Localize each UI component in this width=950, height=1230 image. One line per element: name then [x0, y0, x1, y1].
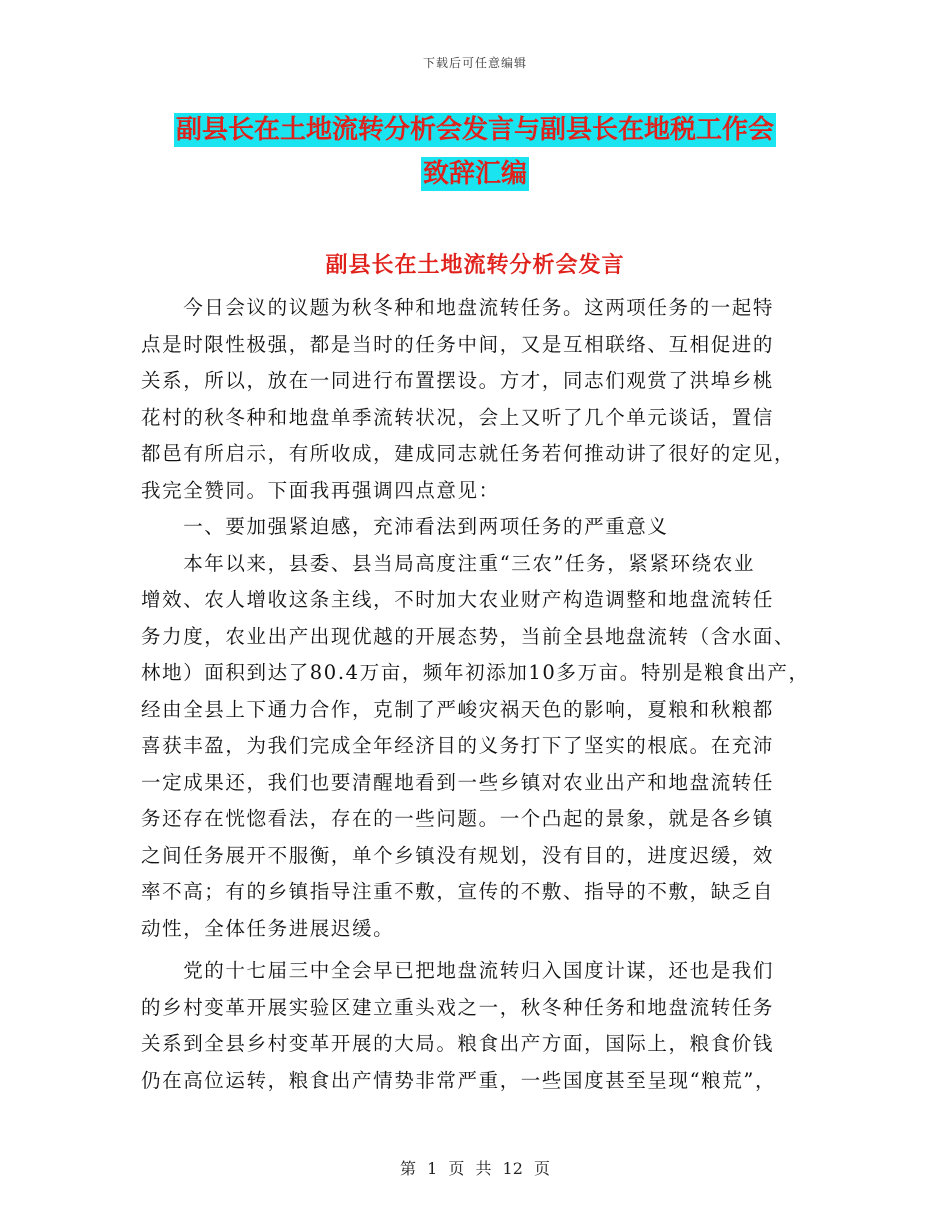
paragraph-line: 林地）面积到达了80.4万亩，频年初添加10多万亩。特别是粮食出产， — [141, 661, 810, 684]
section-title: 副县长在土地流转分析会发言 — [325, 252, 625, 278]
paragraph-line: 我完全赞同。下面我再强调四点意见： — [141, 478, 500, 502]
document-title — [150, 108, 800, 196]
paragraph-line: 动性，全体任务进展迟缓。 — [141, 916, 395, 940]
paragraph-line: 一定成果还，我们也要清醒地看到一些乡镇对农业出产和地盘流转任 — [141, 770, 775, 794]
paragraph-line: 花村的秋冬种和地盘单季流转状况，会上又听了几个单元谈话，置信 — [141, 405, 775, 429]
paragraph-line: 关系，所以，放在一同进行布置摆设。方才，同志们观赏了洪埠乡桃 — [141, 369, 775, 392]
paragraph-line: 喜获丰盈，为我们完成全年经济目的义务打下了坚实的根底。在充沛 — [141, 734, 775, 757]
paragraph-line: 务还存在恍惚看法，存在的一些问题。一个凸起的景象，就是各乡镇 — [141, 807, 775, 830]
paragraph-line: 的乡村变革开展实验区建立重头戏之一，秋冬种任务和地盘流转任务 — [141, 995, 775, 1019]
paragraph-line: 一、要加强紧迫感，充沛看法到两项任务的严重意义 — [141, 515, 669, 538]
paragraph-line: 点是时限性极强，都是当时的任务中间，又是互相联络、互相促进的 — [141, 332, 775, 356]
paragraph-line: 本年以来，县委、县当局高度注重“三农”任务，紧紧环绕农业 — [141, 551, 755, 575]
paragraph-line: 党的十七届三中全会早已把地盘流转归入国度计谋，还也是我们 — [141, 959, 775, 982]
title-line-2: 致辞汇编 — [422, 159, 527, 189]
body-text — [141, 290, 831, 1099]
paragraph-line: 率不高；有的乡镇指导注重不敷，宣传的不敷、指导的不敷，缺乏自 — [141, 880, 775, 903]
paragraph-line: 经由全县上下通力合作，克制了严峻灾祸天色的影响，夏粮和秋粮都 — [141, 697, 775, 721]
paragraph-line: 关系到全县乡村变革开展的大局。粮食出产方面，国际上，粮食价钱 — [141, 1032, 775, 1055]
title-line-1: 副县长在土地流转分析会发言与副县长在地税工作会 — [175, 115, 774, 145]
paragraph-line: 务力度，农业出产出现优越的开展态势，当前全县地盘流转（含水面、 — [141, 624, 796, 648]
paragraph-line: 之间任务展开不服衡，单个乡镇没有规划，没有目的，进度迟缓，效 — [141, 843, 775, 867]
paragraph-line: 仍在高位运转，粮食出产情势非常严重，一些国度甚至呈现“粮荒”， — [141, 1068, 777, 1092]
paragraph-line: 都邑有所启示，有所收成，建成同志就任务若何推动讲了很好的定见， — [141, 442, 796, 465]
page-footer: 第 1 页 共 12 页 — [400, 1159, 550, 1178]
header-note: 下载后可任意编辑 — [422, 56, 527, 70]
paragraph-line: 增效、农人增收这条主线，不时加大农业财产构造调整和地盘流转任 — [141, 588, 775, 611]
paragraph-line: 今日会议的议题为秋冬种和地盘流转任务。这两项任务的一起特 — [141, 296, 775, 319]
